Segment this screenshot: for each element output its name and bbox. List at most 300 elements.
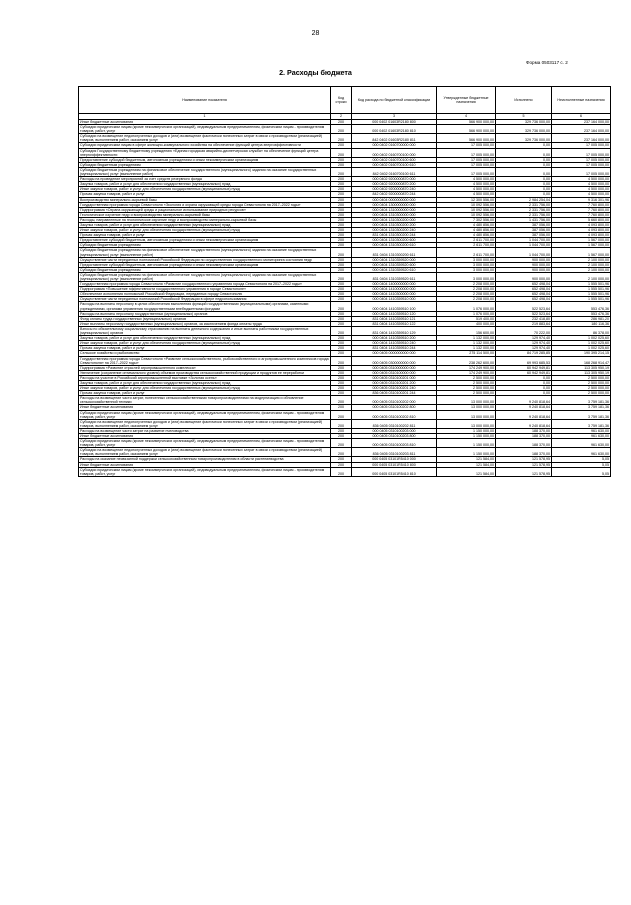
indicator-name: Субсидии бюджетным учреждениям на финансовое обеспечение государственного (муниципального) задания на оказание государственных (муниципальных) услуг (выполнение работ) — [79, 248, 331, 257]
executed-amount: 0,00 — [496, 162, 552, 167]
unexecuted-amount: 5,05 — [552, 467, 611, 476]
approved-amount: 1 132 000,00 — [437, 341, 496, 346]
approved-amount: 17 005 000,00 — [437, 162, 496, 167]
line-code: 200 — [331, 120, 352, 125]
unexecuted-amount: 17 005 000,00 — [552, 157, 611, 162]
line-code: 200 — [331, 257, 352, 262]
approved-amount: 2 611 700,00 — [437, 248, 496, 257]
line-code: 200 — [331, 233, 352, 238]
executed-amount: 652 498,04 — [496, 292, 552, 297]
approved-amount: 275 114 500,00 — [437, 351, 496, 356]
line-code: 200 — [331, 419, 352, 428]
indicator-name: Фонд оплаты труда государственных (муниципальных) органов — [79, 316, 331, 321]
line-code: 200 — [331, 202, 352, 207]
line-code: 200 — [331, 457, 352, 462]
approved-amount: 2 208 000,00 — [437, 292, 496, 297]
line-code: 200 — [331, 157, 352, 162]
executed-amount: 1 044 700,00 — [496, 248, 552, 257]
indicator-name: Иные выплаты персоналу государственных (муниципальных) органов, за исключением фонда оплаты труда — [79, 321, 331, 326]
budget-code: 000 0405 0310100000 000 — [352, 370, 437, 375]
indicator-name: Закупка товаров, работ и услуг для обеспечения государственных (муниципальных) нужд — [79, 222, 331, 227]
unexecuted-amount: 4 093 800,00 — [552, 222, 611, 227]
unexecuted-amount: 2 500 000,00 — [552, 375, 611, 380]
indicator-name: Субсидии бюджетным учреждениям — [79, 267, 331, 272]
budget-code: 000 0404 1410300000 000 — [352, 292, 437, 297]
unexecuted-amount: 2 100 000,00 — [552, 272, 611, 281]
executed-amount: 2 331 756,00 — [496, 207, 552, 212]
unexecuted-amount: 2 500 000,00 — [552, 391, 611, 396]
line-code: 200 — [331, 321, 352, 326]
unexecuted-amount: 17 005 000,00 — [552, 148, 611, 157]
section-title: 2. Расходы бюджета — [279, 68, 352, 77]
executed-amount: 188 370,00 — [496, 439, 552, 448]
unexecuted-amount: 7 760 800,00 — [552, 212, 611, 217]
budget-code: 000 0404 1300000000 000 — [352, 202, 437, 207]
approved-amount: 12 300 556,00 — [437, 197, 496, 202]
page-number: 28 — [311, 30, 320, 37]
executed-amount: 129 974,40 — [496, 346, 552, 351]
header-approved: Утвержденные бюджетные назначения — [437, 87, 496, 114]
budget-code: 836 0405 0310100201 244 — [352, 391, 437, 396]
line-code: 200 — [331, 187, 352, 192]
approved-amount: 2 500 000,00 — [437, 391, 496, 396]
indicator-name: Субсидии на возмещение недополученных доходов и (или) возмещение фактически понесенных затрат в связи с производством (реализацией) товаров, выполнением работ, оказанием услуг — [79, 448, 331, 457]
indicator-name: Осуществление части переданных полномочий Российской Федерации в сфере недропользования — [79, 297, 331, 302]
line-code: 200 — [331, 217, 352, 222]
executed-amount: 522 523,64 — [496, 302, 552, 311]
indicator-name: Обеспечение исполнения полномочий Российской Федерации, переданных городу Севастополю — [79, 292, 331, 297]
indicator-name: Субсидии юридическим лицам (кроме некоммерческих организаций), индивидуальным предпринимателям, физическим лицам - производителям товаров, работ, услуг — [79, 467, 331, 476]
executed-amount: 2 984 254,04 — [496, 197, 552, 202]
budget-code: 000 0404 0000000000 000 — [352, 197, 437, 202]
table-row — [79, 396, 611, 405]
unexecuted-amount: 4 500 000,00 — [552, 192, 611, 197]
approved-amount: 1 076 000,00 — [437, 311, 496, 316]
approved-amount: 4 500 000,00 — [437, 187, 496, 192]
unexecuted-amount: 4 093 800,00 — [552, 228, 611, 233]
indicator-name: Закупка товаров, работ и услуг для обеспечения государственных (муниципальных) нужд — [79, 380, 331, 385]
unexecuted-amount: 237 164 000,00 — [552, 120, 611, 125]
table-row — [79, 448, 611, 457]
col-number: 2 — [331, 114, 352, 120]
budget-code: 831 0404 1410359510 244 — [352, 346, 437, 351]
budget-code: 000 0405 0310100202 000 — [352, 396, 437, 405]
executed-amount: 900 000,00 — [496, 267, 552, 272]
executed-amount: 0,00 — [496, 143, 552, 148]
indicator-name: Государственная программа города Севастополя «Экология и охрана окружающей среды города Севастополя на 2017–2022 годы» — [79, 202, 331, 207]
indicator-name: Предоставление субсидий бюджетным, автономным учреждениям и иным некоммерческим организациям — [79, 238, 331, 243]
budget-code: 000 0405 0310100203 000 — [352, 428, 437, 433]
approved-amount: 238 262 600,00 — [437, 356, 496, 365]
col-number: 6 — [552, 114, 611, 120]
indicator-name: Подпрограмма «Повышение эффективности государственного управления в городе Севастополе» — [79, 287, 331, 292]
line-code: 200 — [331, 386, 352, 391]
indicator-name: Расходы на выплаты персоналу в целях обеспечения выполнения функций государственными (муниципальными) органами, казенными учреждениями, органами управления государственными внебюджетными фондами — [79, 302, 331, 311]
executed-amount: 0,00 — [496, 375, 552, 380]
executed-amount: 188 370,00 — [496, 428, 552, 433]
indicator-name: Взносы по обязательному социальному страхованию на выплаты денежного содержания и иные выплаты работникам государственных (муниципальных) органов — [79, 326, 331, 335]
indicator-name: Иные бюджетные ассигнования — [79, 120, 331, 125]
executed-amount: 387 056,00 — [496, 228, 552, 233]
approved-amount: 400 000,00 — [437, 321, 496, 326]
budget-code: 842 0402 9200000870 244 — [352, 192, 437, 197]
line-code: 200 — [331, 297, 352, 302]
executed-amount: 522 523,64 — [496, 311, 552, 316]
approved-amount: 121 584,00 — [437, 457, 496, 462]
budget-code: 000 0405 0310000000 000 — [352, 365, 437, 370]
budget-code: 000 0404 1310300200 610 — [352, 243, 437, 248]
approved-amount: 4 480 856,00 — [437, 233, 496, 238]
budget-code: 000 0405 03101R5410 800 — [352, 462, 437, 467]
executed-amount: 60 942 949,81 — [496, 365, 552, 370]
budget-code: 000 0402 01603R2180 800 — [352, 120, 437, 125]
budget-code: 000 0405 03101R5410 000 — [352, 457, 437, 462]
unexecuted-amount: 961 630,00 — [552, 448, 611, 457]
approved-amount: 121 584,00 — [437, 462, 496, 467]
unexecuted-amount: 3 759 181,36 — [552, 419, 611, 428]
unexecuted-amount: 168 268 914,47 — [552, 356, 611, 365]
unexecuted-amount: 553 476,36 — [552, 311, 611, 316]
line-code: 200 — [331, 346, 352, 351]
budget-code: 000 0404 1410359510 000 — [352, 297, 437, 302]
executed-amount: 652 498,04 — [496, 297, 552, 302]
budget-code: 000 0402 9200000870 240 — [352, 187, 437, 192]
table-row — [79, 134, 611, 143]
unexecuted-amount: 1 567 000,00 — [552, 243, 611, 248]
approved-amount: 13 000 000,00 — [437, 405, 496, 410]
unexecuted-amount: 286 981,20 — [552, 316, 611, 321]
unexecuted-amount: 237 164 000,00 — [552, 134, 611, 143]
indicator-name: Прочая закупка товаров, работ и услуг — [79, 346, 331, 351]
line-code: 200 — [331, 243, 352, 248]
approved-amount: 1 150 000,00 — [437, 434, 496, 439]
approved-amount: 4 500 000,00 — [437, 192, 496, 197]
form-label: Форма 0503117 с. 2 — [526, 60, 568, 65]
executed-amount: 329 736 000,00 — [496, 120, 552, 125]
approved-amount: 174 249 900,00 — [437, 370, 496, 375]
indicator-name: Иные бюджетные ассигнования — [79, 434, 331, 439]
executed-amount: 0,00 — [496, 192, 552, 197]
budget-code: 836 0405 0310100202 811 — [352, 419, 437, 428]
line-code: 200 — [331, 370, 352, 375]
executed-amount: 652 498,04 — [496, 282, 552, 287]
approved-amount: 1 132 000,00 — [437, 336, 496, 341]
indicator-name: Иные закупки товаров, работ и услуг для обеспечения государственных (муниципальных) нужд — [79, 187, 331, 192]
approved-amount: 17 005 000,00 — [437, 143, 496, 148]
approved-amount: 10 092 556,00 — [437, 212, 496, 217]
unexecuted-amount: 7 760 800,00 — [552, 202, 611, 207]
budget-code: 000 0405 0310100201 240 — [352, 386, 437, 391]
budget-code: 831 0404 1310359520 611 — [352, 272, 437, 281]
indicator-name: Увеличение (сохранение оптимального уровня) объемов производства сельскохозяйственной продукции и продуктов ее переработки — [79, 370, 331, 375]
unexecuted-amount: 180 116,36 — [552, 321, 611, 326]
budget-code: 000 0405 0310100201 000 — [352, 375, 437, 380]
approved-amount: 10 092 556,00 — [437, 202, 496, 207]
budget-code: 000 0404 1410359510 200 — [352, 336, 437, 341]
executed-amount: 0,00 — [496, 177, 552, 182]
indicator-name: Иные закупки товаров, работ и услуг для обеспечения государственных (муниципальных) нужд — [79, 386, 331, 391]
approved-amount: 2 208 000,00 — [437, 282, 496, 287]
approved-amount: 17 005 000,00 — [437, 148, 496, 157]
header-unexecuted: Неисполненные назначения — [552, 87, 611, 114]
budget-code: 836 0405 0310100203 811 — [352, 448, 437, 457]
approved-amount: 2 208 000,00 — [437, 287, 496, 292]
header-executed: Исполнено — [496, 87, 552, 114]
approved-amount: 17 005 000,00 — [437, 167, 496, 176]
line-code: 200 — [331, 262, 352, 267]
unexecuted-amount: 2 100 000,00 — [552, 257, 611, 262]
executed-amount: 2 331 756,00 — [496, 202, 552, 207]
indicator-name: Иные закупки товаров, работ и услуг для обеспечения государственных (муниципальных) нужд — [79, 228, 331, 233]
line-code: 200 — [331, 391, 352, 396]
indicator-name: Субсидии бюджетным учреждениям — [79, 243, 331, 248]
indicator-name: Субсидии на возмещение недополученных доходов и (или) возмещение фактически понесенных затрат в связи с производством (реализацией) товаров, выполнением работ, оказанием услуг — [79, 419, 331, 428]
unexecuted-amount: 2 500 000,00 — [552, 380, 611, 385]
table-row — [79, 419, 611, 428]
line-code: 200 — [331, 192, 352, 197]
unexecuted-amount: 1 002 025,60 — [552, 346, 611, 351]
approved-amount: 1 150 000,00 — [437, 448, 496, 457]
budget-code: 000 0404 1310359520 600 — [352, 262, 437, 267]
indicator-name: Закупка товаров, работ и услуг для обеспечения государственных (муниципальных) нужд — [79, 336, 331, 341]
budget-code: 000 0402 0160700100 000 — [352, 148, 437, 157]
indicator-name: Подпрограмма «Развитие отраслей агропромышленного комплекса» — [79, 365, 331, 370]
indicator-name: Предоставление субсидий бюджетным, автономным учреждениям и иным некоммерческим организациям — [79, 262, 331, 267]
executed-amount: 900 000,00 — [496, 257, 552, 262]
unexecuted-amount: 4 093 800,00 — [552, 233, 611, 238]
executed-amount: 129 974,40 — [496, 336, 552, 341]
indicator-name: Субсидии бюджетным учреждениям на финансовое обеспечение государственного (муниципального) задания на оказание государственных (муниципальных) услуг (выполнение работ) — [79, 167, 331, 176]
unexecuted-amount: 4 500 000,00 — [552, 187, 611, 192]
budget-code: 000 0404 1310300200 000 — [352, 217, 437, 222]
unexecuted-amount: 17 005 000,00 — [552, 143, 611, 148]
approved-amount: 4 500 000,00 — [437, 182, 496, 187]
line-code: 200 — [331, 410, 352, 419]
line-code: 200 — [331, 326, 352, 335]
unexecuted-amount: 2 500 000,00 — [552, 386, 611, 391]
unexecuted-amount: 113 305 950,19 — [552, 365, 611, 370]
budget-code: 000 0402 0160700100 600 — [352, 157, 437, 162]
executed-amount: 2 331 756,00 — [496, 212, 552, 217]
approved-amount: 1 150 000,00 — [437, 428, 496, 433]
approved-amount: 2 611 700,00 — [437, 238, 496, 243]
unexecuted-amount: 3 759 181,36 — [552, 396, 611, 405]
line-code: 200 — [331, 467, 352, 476]
line-code: 200 — [331, 428, 352, 433]
executed-amount: 0,00 — [496, 391, 552, 396]
approved-amount: 519 400,00 — [437, 316, 496, 321]
line-code: 200 — [331, 222, 352, 227]
budget-code: 000 0404 1410359510 240 — [352, 341, 437, 346]
budget-code: 000 0405 0000000000 000 — [352, 351, 437, 356]
line-code: 200 — [331, 267, 352, 272]
budget-code: 000 0404 1310300200 200 — [352, 222, 437, 227]
executed-amount: 60 942 949,81 — [496, 370, 552, 375]
executed-amount: 0,00 — [496, 386, 552, 391]
executed-amount: 1 431 756,00 — [496, 217, 552, 222]
line-code: 200 — [331, 439, 352, 448]
col-number: 3 — [352, 114, 437, 120]
indicator-name: Подпрограмма «Охрана окружающей среды и рациональное использование природных ресурсов» — [79, 207, 331, 212]
executed-amount: 900 000,00 — [496, 262, 552, 267]
approved-amount: 13 000 000,00 — [437, 410, 496, 419]
unexecuted-amount: 1 002 025,60 — [552, 336, 611, 341]
line-code: 200 — [331, 375, 352, 380]
budget-code: 000 0405 0310100203 810 — [352, 439, 437, 448]
table-row — [79, 248, 611, 257]
unexecuted-amount: 3 759 181,36 — [552, 410, 611, 419]
budget-code: 000 0402 9200000870 000 — [352, 177, 437, 182]
budget-code: 000 0404 1310000000 000 — [352, 207, 437, 212]
approved-amount: 4 480 856,00 — [437, 222, 496, 227]
line-code: 200 — [331, 311, 352, 316]
unexecuted-amount: 17 005 000,00 — [552, 167, 611, 176]
budget-code: 000 0404 1410359510 120 — [352, 311, 437, 316]
budget-code: 000 0402 0160700100 610 — [352, 162, 437, 167]
approved-amount: 2 500 000,00 — [437, 386, 496, 391]
executed-amount: 9 240 818,64 — [496, 410, 552, 419]
unexecuted-amount: 1 567 000,00 — [552, 248, 611, 257]
table-row — [79, 302, 611, 311]
approved-amount: 1 076 000,00 — [437, 302, 496, 311]
approved-amount: 10 092 556,00 — [437, 207, 496, 212]
indicator-name: Расходы на участие в Российской агропромышленной выставке «Золотая осень» — [79, 375, 331, 380]
line-code: 200 — [331, 405, 352, 410]
unexecuted-amount: 7 760 800,00 — [552, 207, 611, 212]
budget-code: 831 0404 1410359510 129 — [352, 326, 437, 335]
budget-code: 000 0404 1410359510 100 — [352, 302, 437, 311]
table-row — [79, 410, 611, 419]
executed-amount: 219 883,64 — [496, 321, 552, 326]
indicator-name: Воспроизводство минерально-сырьевой базы — [79, 197, 331, 202]
indicator-name: Сельское хозяйство и рыболовство — [79, 351, 331, 356]
approved-amount: 1 132 000,00 — [437, 346, 496, 351]
indicator-name: Расходы на возмещение части затрат, понесенных сельскохозяйственными товаропроизводителями на модернизацию и обновление сельскохозяйственной техники — [79, 396, 331, 405]
executed-amount: 70 222,00 — [496, 326, 552, 335]
executed-amount: 329 736 000,00 — [496, 134, 552, 143]
budget-code: 000 0405 03101R5410 810 — [352, 467, 437, 476]
budget-code: 842 0402 0160700100 611 — [352, 167, 437, 176]
approved-amount: 566 900 000,00 — [437, 120, 496, 125]
executed-amount: 1 044 700,00 — [496, 238, 552, 243]
approved-amount: 566 900 000,00 — [437, 134, 496, 143]
indicator-name: Прочая закупка товаров, работ и услуг — [79, 233, 331, 238]
approved-amount: 2 208 000,00 — [437, 297, 496, 302]
budget-code: 000 0404 1310300000 000 — [352, 212, 437, 217]
unexecuted-amount: 1 002 025,60 — [552, 341, 611, 346]
unexecuted-amount: 2 100 000,00 — [552, 262, 611, 267]
indicator-name: Прочая закупка товаров, работ и услуг — [79, 391, 331, 396]
unexecuted-amount: 1 555 501,96 — [552, 292, 611, 297]
header-budget-code: Код расхода по бюджетной классификации — [352, 87, 437, 114]
line-code: 200 — [331, 207, 352, 212]
indicator-name: Расходы на проведение мероприятий за счет средств резервного фонда — [79, 177, 331, 182]
indicator-name: Субсидии на возмещение недополученных доходов и (или) возмещение фактически понесенных затрат в связи с производством (реализацией) товаров, выполнением работ, оказанием услуг — [79, 134, 331, 143]
unexecuted-amount: 5 660 800,00 — [552, 217, 611, 222]
approved-amount: 3 000 000,00 — [437, 272, 496, 281]
indicator-name: Расходы на возмещение части затрат на развитие пчеловодства — [79, 428, 331, 433]
unexecuted-amount: 553 476,36 — [552, 302, 611, 311]
budget-code: 000 0405 0310100203 800 — [352, 434, 437, 439]
executed-amount: 387 056,00 — [496, 233, 552, 238]
indicator-name: Предоставление субсидий бюджетным, автономным учреждениям и иным некоммерческим организациям — [79, 157, 331, 162]
unexecuted-amount: 86 378,00 — [552, 326, 611, 335]
unexecuted-amount: 961 630,00 — [552, 439, 611, 448]
budget-code: 831 0404 1410359510 122 — [352, 321, 437, 326]
table-row — [79, 125, 611, 134]
col-number: 4 — [437, 114, 496, 120]
table-row — [79, 272, 611, 281]
line-code: 200 — [331, 356, 352, 365]
budget-code: 842 0402 01603R2180 811 — [352, 134, 437, 143]
executed-amount: 69 993 685,53 — [496, 356, 552, 365]
indicator-name: Субсидии бюджетным учреждениям — [79, 162, 331, 167]
executed-amount: 232 418,80 — [496, 316, 552, 321]
header-indicator-name: Наименование показателя — [79, 87, 331, 114]
col-number: 5 — [496, 114, 552, 120]
line-code: 200 — [331, 396, 352, 405]
approved-amount: 2 500 000,00 — [437, 375, 496, 380]
approved-amount: 7 302 556,00 — [437, 217, 496, 222]
executed-amount: 9 240 818,64 — [496, 419, 552, 428]
approved-amount: 2 611 700,00 — [437, 243, 496, 248]
line-code: 200 — [331, 287, 352, 292]
unexecuted-amount: 4 500 000,00 — [552, 177, 611, 182]
expenses-table — [78, 86, 611, 477]
indicator-name: Расходы на оказание несвязанной поддержки сельскохозяйственным товаропроизводителям в области растениеводства — [79, 457, 331, 462]
unexecuted-amount: 9 316 301,96 — [552, 197, 611, 202]
budget-code: 000 0404 1310300200 240 — [352, 228, 437, 233]
indicator-name: Государственная программа города Севастополя «Развитие государственного управления города Севастополя на 2017–2022 годы» — [79, 282, 331, 287]
line-code: 200 — [331, 212, 352, 217]
indicator-name: Субсидии юридическим лицам в сфере жилищно-коммунального хозяйства на обеспечение функций центра энергоэффективности — [79, 143, 331, 148]
budget-code: 000 0404 1400000000 000 — [352, 282, 437, 287]
executed-amount: 329 736 000,00 — [496, 125, 552, 134]
unexecuted-amount: 1 555 501,96 — [552, 282, 611, 287]
line-code: 200 — [331, 125, 352, 134]
executed-amount: 0,00 — [496, 148, 552, 157]
executed-amount: 129 974,40 — [496, 341, 552, 346]
executed-amount: 0,00 — [496, 187, 552, 192]
budget-code: 000 0404 1310359520 000 — [352, 257, 437, 262]
executed-amount: 121 578,95 — [496, 467, 552, 476]
approved-amount: 156 600,00 — [437, 326, 496, 335]
indicator-name: Иные бюджетные ассигнования — [79, 405, 331, 410]
line-code: 200 — [331, 448, 352, 457]
executed-amount: 0,00 — [496, 182, 552, 187]
line-code: 200 — [331, 282, 352, 287]
col-number: 1 — [79, 114, 331, 120]
unexecuted-amount: 2 100 000,00 — [552, 267, 611, 272]
executed-amount: 121 578,95 — [496, 457, 552, 462]
indicator-name: Геологическое изучение недр и воспроизводство минерально-сырьевой базы — [79, 212, 331, 217]
indicator-name: Осуществление части переданных полномочий Российской Федерации по осуществлению государственного мониторинга состояния недр — [79, 257, 331, 262]
line-code: 200 — [331, 336, 352, 341]
unexecuted-amount: 237 164 000,00 — [552, 125, 611, 134]
indicator-name: Иные бюджетные ассигнования — [79, 462, 331, 467]
indicator-name: Закупка товаров, работ и услуг для обеспечения государственных (муниципальных) нужд — [79, 182, 331, 187]
line-code: 200 — [331, 182, 352, 187]
line-code: 200 — [331, 248, 352, 257]
indicator-name: Субсидии юридическим лицам (кроме некоммерческих организаций), индивидуальным предпринимателям, физическим лицам - производителям товаров, работ, услуг — [79, 439, 331, 448]
executed-amount: 9 240 818,64 — [496, 405, 552, 410]
approved-amount: 3 000 000,00 — [437, 267, 496, 272]
unexecuted-amount: 5,05 — [552, 457, 611, 462]
table-row — [79, 167, 611, 176]
approved-amount: 1 150 000,00 — [437, 439, 496, 448]
indicator-name: Субсидии бюджетным учреждениям на финансовое обеспечение государственного (муниципального) задания на оказание государственных (муниципальных) услуг (выполнение работ) — [79, 272, 331, 281]
executed-amount: 900 000,00 — [496, 272, 552, 281]
